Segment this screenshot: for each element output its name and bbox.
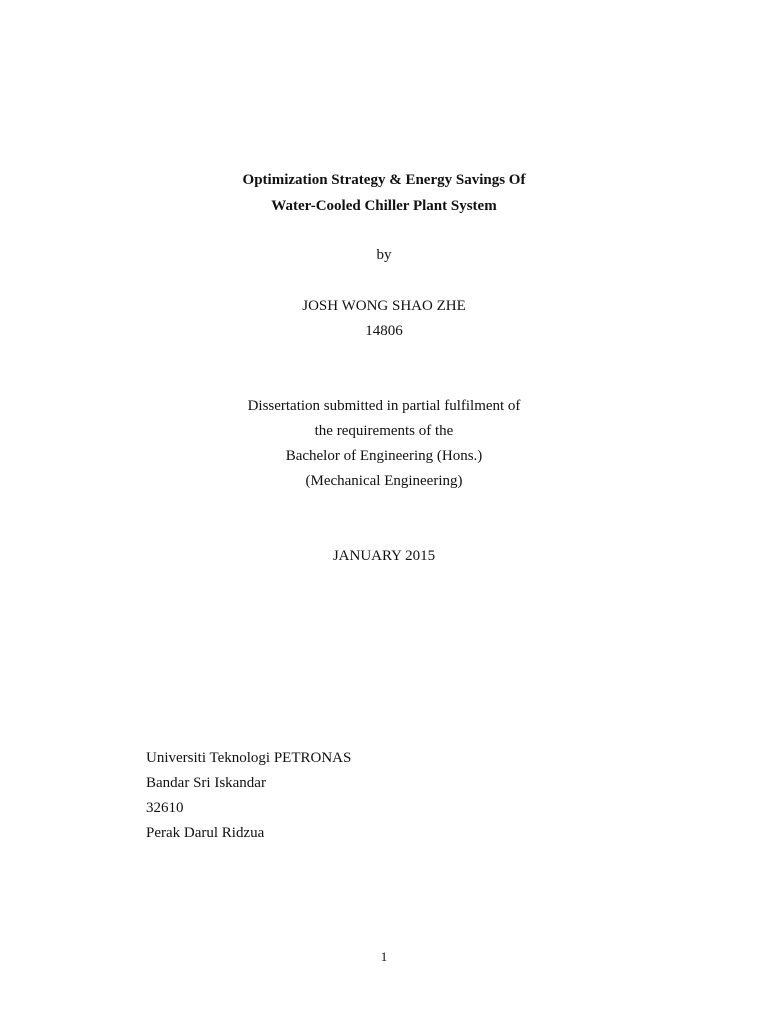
submission-date: JANUARY 2015 [332, 548, 436, 564]
address-line-1: Universiti Teknologi PETRONAS [146, 750, 352, 766]
page-number: 1 [380, 949, 388, 964]
address-line-4: Perak Darul Ridzua [146, 825, 265, 841]
title-line-2: Water-Cooled Chiller Plant System [271, 198, 497, 214]
submission-line-1: Dissertation submitted in partial fulfilment of [247, 398, 521, 414]
address-line-2: Bandar Sri Iskandar [146, 775, 266, 791]
submission-line-2: the requirements of the [314, 423, 454, 439]
address-line-3: 32610 [146, 800, 184, 816]
by-label: by [376, 247, 392, 263]
title-line-1: Optimization Strategy & Energy Savings Of [242, 172, 526, 188]
submission-line-3: Bachelor of Engineering (Hons.) [285, 448, 483, 464]
author-id: 14806 [365, 323, 403, 339]
submission-line-4: (Mechanical Engineering) [305, 473, 463, 489]
author-name: JOSH WONG SHAO ZHE [302, 298, 466, 314]
